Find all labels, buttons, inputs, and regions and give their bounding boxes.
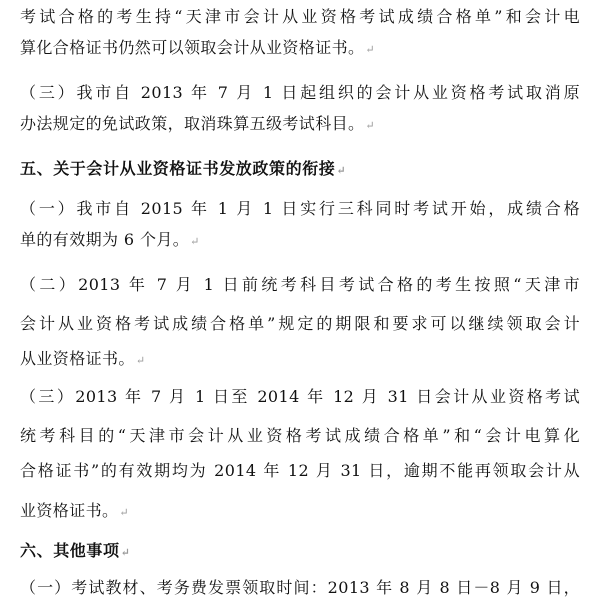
body-line-9: 会计从业资格考试成绩合格单”规定的期限和要求可以继续领取会计	[20, 314, 580, 333]
body-line-3: （三）我市自 2013 年 7 月 1 日起组织的会计从业资格考试取消原	[20, 83, 580, 102]
body-line-16: （一）考试教材、考务费发票领取时间：2013 年 8 月 8 日－8 月 9 日，	[20, 578, 580, 597]
body-line-11: （三）2013 年 7 月 1 日至 2014 年 12 月 31 日会计从业资格考试	[20, 387, 580, 406]
paragraph-mark-icon: ↵	[135, 354, 146, 367]
body-line-2: 算化合格证书仍然可以领取会计从业资格证书。↵	[20, 38, 376, 57]
section-heading-5: 五、关于会计从业资格证书发放政策的衔接↵	[20, 159, 347, 178]
body-line-8: （二）2013 年 7 月 1 日前统考科目考试合格的考生按照“天津市	[20, 275, 580, 294]
body-line-7: 单的有效期为 6 个月。↵	[20, 230, 200, 249]
paragraph-mark-icon: ↵	[190, 235, 200, 248]
paragraph-mark-icon: ↵	[365, 119, 376, 132]
section-heading-6: 六、其他事项↵	[20, 541, 131, 560]
body-line-6: （一）我市自 2015 年 1 月 1 日实行三科同时考试开始，成绩合格	[20, 199, 580, 218]
paragraph-mark-icon: ↵	[120, 546, 131, 559]
body-line-4: 办法规定的免试政策，取消珠算五级考试科目。↵	[20, 114, 376, 133]
body-line-12: 统考科目的“天津市会计从业资格考试成绩合格单”和“会计电算化	[20, 426, 580, 445]
paragraph-mark-icon: ↵	[119, 506, 130, 519]
paragraph-mark-icon: ↵	[365, 43, 376, 56]
body-line-1: 考试合格的考生持“天津市会计从业资格考试成绩合格单”和会计电	[20, 7, 580, 26]
paragraph-mark-icon: ↵	[336, 164, 347, 177]
body-line-14: 业资格证书。↵	[20, 501, 130, 520]
body-line-10: 从业资格证书。↵	[20, 349, 146, 368]
body-line-13: 合格证书”的有效期均为 2014 年 12 月 31 日，逾期不能再领取会计从	[20, 461, 580, 480]
